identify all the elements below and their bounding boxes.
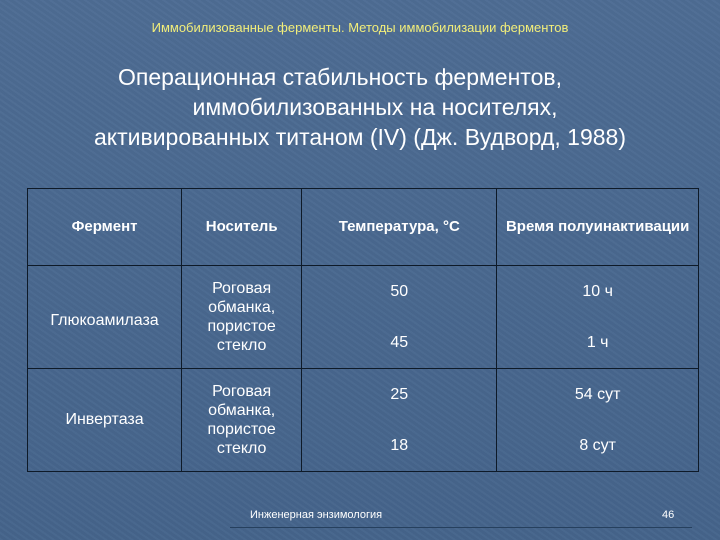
temperature-value: 45 xyxy=(390,333,409,351)
carrier-line: обманка, xyxy=(208,299,276,316)
footer-divider xyxy=(230,527,692,528)
temperature-cell xyxy=(302,369,497,472)
enzyme-cell: Глюкоамилаза xyxy=(28,266,182,369)
table-header-row xyxy=(28,189,699,266)
header-half-life: Время полуинактивации xyxy=(497,189,699,266)
enzyme-cell: Инвертаза xyxy=(28,369,182,472)
half-life-value: 1 ч xyxy=(586,333,609,351)
carrier-line: пористое xyxy=(207,318,276,335)
stability-table xyxy=(27,188,699,472)
carrier-line: Роговая xyxy=(212,280,272,297)
temperature-value: 18 xyxy=(390,436,409,454)
header-carrier: Носитель xyxy=(182,189,302,266)
temperature-value: 50 xyxy=(390,282,409,300)
table-row xyxy=(28,266,699,369)
carrier-cell xyxy=(182,369,302,472)
page-number: 46 xyxy=(662,509,675,521)
slide-header: Иммобилизованные ферменты. Методы иммобилизации ферментов xyxy=(151,20,569,35)
slide-title xyxy=(20,62,700,152)
carrier-line: обманка, xyxy=(208,402,276,419)
temperature-cell xyxy=(302,266,497,369)
footer-text: Инженерная энзимология xyxy=(250,509,383,521)
half-life-value: 8 сут xyxy=(579,436,616,454)
temperature-value: 25 xyxy=(390,385,409,403)
title-line-2: иммобилизованных на носителях, xyxy=(192,94,558,120)
title-line-1: Операционная стабильность ферментов, xyxy=(118,64,562,90)
table-row xyxy=(28,369,699,472)
carrier-line: пористое xyxy=(207,421,276,438)
half-life-cell xyxy=(497,266,699,369)
carrier-cell xyxy=(182,266,302,369)
half-life-cell xyxy=(497,369,699,472)
half-life-value: 54 сут xyxy=(574,385,621,403)
title-line-3: активированных титаном (IV) (Дж. Вудворд, 1988) xyxy=(94,124,626,150)
header-enzyme: Фермент xyxy=(28,189,182,266)
carrier-line: стекло xyxy=(216,337,267,354)
carrier-line: Роговая xyxy=(212,383,272,400)
header-temperature: Температура, °С xyxy=(302,189,497,266)
carrier-line: стекло xyxy=(216,440,267,457)
half-life-value: 10 ч xyxy=(582,282,613,300)
